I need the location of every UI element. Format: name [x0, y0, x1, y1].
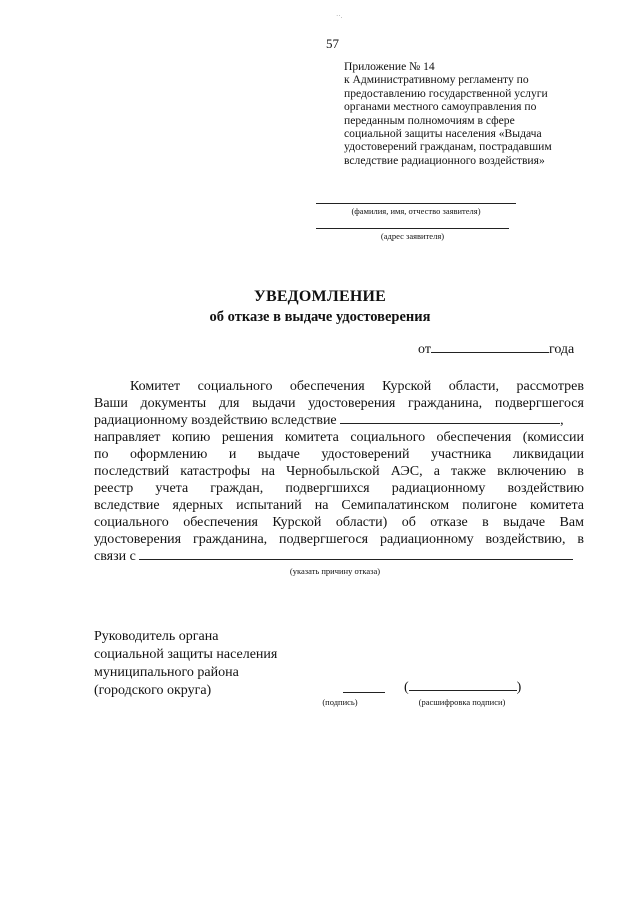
body-word: области,: [448, 379, 500, 394]
body-word: документы: [140, 396, 207, 411]
decode-blank[interactable]: [409, 678, 517, 691]
appendix-line: переданным полномочиям в сфере: [344, 113, 515, 127]
body-line: [94, 548, 584, 565]
body-word: учета: [155, 481, 189, 496]
body-word: выдаче: [503, 515, 546, 530]
body-word: удостоверения: [308, 396, 396, 411]
consequence-blank[interactable]: [340, 412, 560, 424]
body-word: ядерных: [172, 498, 224, 513]
signature-caption: (подпись): [322, 697, 358, 707]
body-word: для: [218, 396, 240, 411]
body-line-text: радиационному воздействию вследствие: [94, 413, 337, 428]
body-word: в: [577, 464, 584, 479]
body-word: а: [433, 464, 440, 479]
body-word: направляет: [94, 430, 161, 445]
appendix-block: [344, 60, 574, 167]
decode-close: ): [516, 680, 522, 695]
body-word: Ваши: [94, 396, 128, 411]
appendix-line: удостоверений гражданам, пострадавшим: [344, 140, 552, 154]
body-word: подвергшегося: [279, 532, 369, 547]
decode-open: (: [404, 680, 409, 695]
body-word: копию: [171, 430, 211, 445]
body-line: [94, 497, 584, 514]
body-word: и: [228, 447, 237, 462]
body-word: полигоне: [462, 498, 518, 513]
appendix-line: социальной защиты населения «Выдача: [344, 127, 542, 141]
body-word: обеспечения: [436, 430, 512, 445]
signature-blank[interactable]: [343, 692, 385, 693]
applicant-name-line[interactable]: [316, 203, 516, 204]
body-word: обеспечения: [289, 379, 365, 394]
body-word: Комитет: [130, 379, 181, 394]
body-word: комитета: [284, 430, 339, 445]
signature-line: социальной защиты населения: [94, 647, 278, 662]
body-line: [94, 531, 584, 548]
body-word: социального: [350, 430, 426, 445]
body-word: выдачи: [252, 396, 296, 411]
appendix-line: предоставлению государственной услуги: [344, 86, 548, 100]
applicant-address-line[interactable]: [316, 228, 509, 229]
decode-row: [404, 678, 521, 696]
body-word: оформлению: [129, 447, 208, 462]
body-word: по: [94, 447, 109, 462]
body-word: вследствие: [94, 498, 160, 513]
body-line: [94, 480, 584, 497]
appendix-line: органами местного самоуправления по: [344, 100, 537, 114]
body-word: в: [577, 532, 584, 547]
body-line: [94, 446, 584, 463]
body-line-text: связи с: [94, 549, 136, 564]
date-prefix: от: [418, 342, 431, 357]
body-word: реестр: [94, 481, 134, 496]
body-line: [94, 395, 584, 412]
body-word: радиационному: [391, 481, 486, 496]
decode-caption: (расшифровка подписи): [418, 697, 506, 707]
body-word: последствий: [94, 464, 170, 479]
body-word: АЭС,: [390, 464, 423, 479]
body-word: радиационному: [380, 532, 474, 547]
body-word: Чернобыльской: [286, 464, 380, 479]
body-line: [94, 429, 584, 446]
body-text: [94, 378, 584, 565]
applicant-address-caption: (адрес заявителя): [380, 231, 445, 241]
body-word: ликвидации: [512, 447, 584, 462]
body-word: испытаний: [236, 498, 302, 513]
document-title: УВЕДОМЛЕНИЕ: [254, 288, 386, 305]
body-line: [94, 514, 584, 531]
body-word: катастрофы: [180, 464, 251, 479]
body-word: об: [401, 515, 416, 530]
body-line: [94, 463, 584, 480]
body-word: отказе: [430, 515, 468, 530]
body-word: гражданина,: [408, 396, 483, 411]
body-word: социального: [94, 515, 169, 530]
signature-line: Руководитель органа: [94, 629, 219, 644]
body-word: гражданина,: [193, 532, 268, 547]
body-line-end: ,: [560, 413, 564, 428]
body-word: воздействию: [507, 481, 584, 496]
scan-mark: ··.: [336, 12, 343, 20]
body-word: выдаче: [257, 447, 300, 462]
date-suffix: года: [548, 342, 575, 357]
reason-caption: (указать причину отказа): [289, 566, 381, 576]
signature-line: муниципального района: [94, 665, 239, 680]
body-word: подвергшегося: [494, 396, 584, 411]
page-number: 57: [326, 36, 339, 51]
appendix-line: Приложение № 14: [344, 60, 435, 73]
body-word: Вам: [559, 515, 584, 530]
body-word: области): [335, 515, 388, 530]
body-word: удостоверений: [321, 447, 410, 462]
applicant-name-caption: (фамилия, имя, отчество заявителя): [351, 206, 481, 216]
document-subtitle: об отказе в выдаче удостоверения: [209, 309, 431, 325]
signature-line: (городского округа): [94, 683, 212, 698]
body-word: рассмотрев: [516, 379, 584, 394]
body-word: комитета: [529, 498, 584, 513]
body-word: Семипалатинском: [341, 498, 450, 513]
body-word: участника: [430, 447, 492, 462]
body-word: решения: [221, 430, 274, 445]
body-word: подвергшихся: [285, 481, 370, 496]
date-blank[interactable]: [431, 340, 549, 353]
body-line: [94, 412, 584, 429]
body-word: социального: [197, 379, 273, 394]
body-word: Курской: [382, 379, 432, 394]
body-word: обеспечения: [183, 515, 258, 530]
signature-block: [94, 628, 277, 700]
body-word: Курской: [272, 515, 322, 530]
body-word: удостоверения: [94, 532, 182, 547]
body-word: включению: [497, 464, 567, 479]
body-word: на: [261, 464, 275, 479]
appendix-line: вследствие радиационного воздействия»: [344, 153, 545, 167]
body-line: [94, 378, 584, 395]
body-word: воздействию,: [485, 532, 566, 547]
date-row: [418, 340, 574, 358]
body-word: также: [451, 464, 487, 479]
appendix-line: к Административному регламенту по: [344, 73, 529, 87]
body-word: (комиссии: [522, 430, 584, 445]
body-word: граждан,: [210, 481, 264, 496]
body-word: в: [482, 515, 489, 530]
reason-blank[interactable]: [139, 548, 573, 560]
body-word: на: [314, 498, 329, 513]
